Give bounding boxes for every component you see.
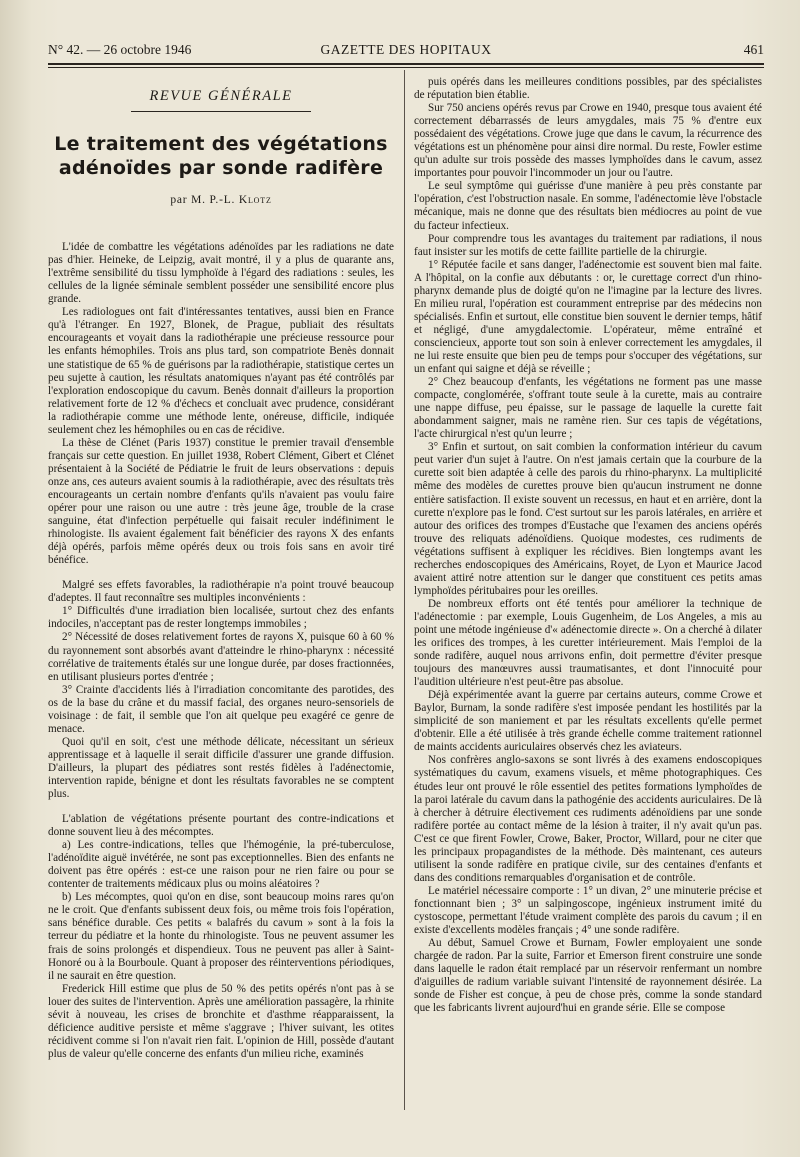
paragraph: Quoi qu'il en soit, c'est une méthode délicate, nécessitant un sérieux apprentissage et à laquelle il serait difficile d'assurer une grande diffusion. D'ailleurs, la plupart des pédiatres sont restés fidèles à l'adénectomie, intervention rapide, bénigne et dont les résultats favorables ne se comptent plus.: [48, 735, 394, 801]
paragraph: Nos confrères anglo-saxons se sont livrés à des examens endoscopiques systématiques du cavum, examens visuels, et même photographiques. Ces études leur ont prouvé le rôle essentiel des petites formations lymphoïdes de la paroi latérale du cavum dans la pathogénie des accidents auriculaires. De là à chercher à détruire électivement ces rudiments adénoïdiens par une sonde radifère portée au contact même de la lésion à traiter, il n'y avait qu'un pas. C'est ce que firent Fowler, Crowe, Baker, Proctor, Willard, pour ne citer que les principaux propagandistes de la méthode. Dès maintenant, ces auteurs utilisent la sonde radifère en pratique civile, sur des centaines d'enfants et dans des conditions remarquables d'organisation et de contrôle.: [414, 754, 762, 884]
paragraph: 3° Enfin et surtout, on sait combien la conformation intérieur du cavum peut varier d'un sujet à l'autre. On n'est jamais certain que la courbure de la curette soit bien adaptée à celle des parois du rhino-pharynx. La multiplicité même des modèles de curettes prouve bien qu'aucun instrument ne donne entière satisfaction. Il existe souvent un recessus, en haut et en arrière, dont la curette n'explore pas le fond. C'est surtout sur les parois latérales, en arrière et autour des orifices des trompes d'Eustache que l'examen des anciens opérés trouve des reliquats adénoïdiens. Quoique modestes, ces rudiments de végétations suffisent à expliquer les récidives. Bien longtemps avant les recherches endoscopiques des Américains, Royet, de Lyon et Maurice Jacod avaient attiré notre attention sur le danger que constituent ces petits amas lymphoïdes péritubaires pour les oreilles.: [414, 441, 762, 597]
paragraph: Le seul symptôme qui guérisse d'une manière à peu près constante par l'opération, c'est l'obstruction nasale. En somme, l'adénectomie lève l'obstacle mécanique, mais ne donne que des résultats bien médiocres au point de vue du facteur infectieux.: [414, 180, 762, 232]
section-title: REVUE GÉNÉRALE: [149, 88, 293, 104]
paragraph: De nombreux efforts ont été tentés pour améliorer la technique de l'adénectomie : par exemple, Louis Gugenheim, de Los Angeles, a mis au point une métode ingénieuse d'« adénectomie directe ». On a cherché à dilater les orifices des trompes, à les curetter intérieurement. Mais l'emploi de la sonde radifère, auquel nous arrivons enfin, doit permettre d'éviter presque toujours des manœuvres aussi traumatisantes, et dont l'innocuité pour l'audition ultérieure n'est peut-être pas absolue.: [414, 597, 762, 689]
left-column: [48, 76, 394, 1061]
paragraph: 2° Chez beaucoup d'enfants, les végétations ne forment pas une masse compacte, conglomérée, s'offrant toute seule à la curette, mais au contraire une nappe diffuse, peu épaisse, sur le passage de laquelle la curette fait abondamment saigner, mais ne ramène rien. Sur ces tapis de végétations, l'acte chirurgical n'est qu'un leurre ;: [414, 376, 762, 441]
paragraph: Frederick Hill estime que plus de 50 % des petits opérés n'ont pas à se louer des suites de l'intervention. Après une amélioration passagère, la rhinite sévit à nouveau, les crises de bronchite et d'asthme réapparaissent, la déficience auditive persiste et même s'aggrave ; l'hiver suivant, les otites récidivent comme si l'on n'avait rien fait. L'opinion de Hill, possède d'autant plus de valeur qu'elle concerne des enfants d'un milieu riche, examinés: [48, 982, 394, 1060]
paragraph: a) Les contre-indications, telles que l'hémogénie, la pré-tuberculose, l'adénoïdite aiguë invétérée, ne sont pas exceptionnelles. Bien des enfants ne doivent pas être opérés : est-ce une raison pour ne rien faire ou pour se contenter de traitements médicaux plus ou moins aléatoires ?: [48, 839, 394, 891]
paragraph: 3° Crainte d'accidents liés à l'irradiation concomitante des parotides, des os de la base du crâne et du massif facial, des organes neuro-sensoriels de voisinage : de fait, il semble que l'on ait quelque peu exagéré ce genre de menace.: [48, 683, 394, 735]
article-author: [48, 194, 394, 207]
paragraph: Sur 750 anciens opérés revus par Crowe en 1940, presque tous avaient été correctement débarrassés de leurs amygdales, mais 75 % d'entre eux possédaient des végétations. Crowe juge que dans le cavum, la récurrence des végétations est un phénomène pour ainsi dire normal. Du reste, Fowler estime qu'un adulte sur trois possède des masses lymphoïdes dans le cavum, assez importantes pour pouvoir l'incommoder un jour ou l'autre.: [414, 102, 762, 180]
paragraph: puis opérés dans les meilleures conditions possibles, par des spécialistes de réputation bien établie.: [414, 76, 762, 102]
section-rule: [131, 111, 311, 112]
paragraph: Malgré ses effets favorables, la radiothérapie n'a point trouvé beaucoup d'adeptes. Il faut reconnaître ses multiples inconvénients :: [48, 579, 394, 605]
paragraph: L'ablation de végétations présente pourtant des contre-indications et donne souvent lieu à des mécomptes.: [48, 813, 394, 839]
header-rule-thin: [48, 67, 764, 68]
paragraph: La thèse de Clénet (Paris 1937) constitue le premier travail d'ensemble français sur cette question. En juillet 1938, Robert Clément, Gibert et Clénet présentaient à la Société de Pédiatrie le fruit de leurs observations : depuis onze ans, ces auteurs avaient soumis à la radiothérapie, avec des résultats très encourageants un certain nombre d'enfants qu'ils n'avaient pas voulu faire opérer pour une raison ou une autre : très jeune âge, trouble de la crase sanguine, état d'infection perpétuelle qui faisait reculer indéfiniment le rhinologiste. Ils avaient également fait bénéficier des rayons X des enfants déjà opérés, parfois même opérés deux ou trois fois sans en avoir tiré bénéfice.: [48, 436, 394, 567]
paragraph: 1° Difficultés d'une irradiation bien localisée, surtout chez des enfants indociles, n'acceptant pas de rester longtemps immobiles ;: [48, 605, 394, 631]
paragraph: Le matériel nécessaire comporte : 1° un divan, 2° une minuterie précise et fonctionnant bien ; 3° un salpingoscope, ingénieux instrument imité du cystoscope, permettant l'étude vraiment complète des parois du cavum ; il en existe d'excellents modèles français ; 4° une sonde radifère.: [414, 884, 762, 937]
author-name: Klotz: [238, 194, 272, 207]
header-rule: [48, 63, 764, 65]
paragraph: Au début, Samuel Crowe et Burnam, Fowler employaient une sonde chargée de radon. Par la suite, Farrior et Emerson firent construire une sonde dans laquelle le radon était remplacé par un réservoir renfermant un nombre d'aiguilles de radium variable suivant l'intensité de rayonnement désirée. La sonde de Fisher est conçue, à peu de chose près, comme la sonde standard que les fabricants livrent aujourd'hui en grande série. Elle se compose: [414, 937, 762, 1015]
page-number: 461: [743, 42, 764, 57]
issue-date: N° 42. — 26 octobre 1946: [48, 42, 192, 57]
page-header: [48, 38, 764, 62]
paragraph: 1° Réputée facile et sans danger, l'adénectomie est souvent bien mal faite. A l'hôpital, on la confie aux débutants : or, le curettage correct d'un rhino-pharynx demande plus de doigté qu'on ne l'imagine par la lecture des livres. En milieu rural, l'opération est couramment entreprise par des médecins non spécialisés. Enfin et surtout, elle constitue bien souvent le dernier temps, hâtif et négligé, d'une amygdalectomie. L'opérateur, même entraîné et consciencieux, apporte tout son soin à enlever correctement les amygdales, il ne lui reste ensuite que bien peu de temps pour s'occuper des végétations, sur un enfant qui saigne et déjà se réveille ;: [414, 258, 762, 376]
column-divider: [404, 70, 405, 1110]
author-prefix: par M. P.-L.: [170, 194, 236, 207]
right-column: [414, 76, 762, 1015]
paragraph: Déjà expérimentée avant la guerre par certains auteurs, comme Crowe et Baylor, Burnam, la sonde radifère s'est imposée pendant les hostilités par la simplicité de son maniement et par les résultats excellents qu'elle permet d'obtenir. Elle a été utilisée à très grande échelle comme traitement rationnel de maints accidents auriculaires observés chez les aviateurs.: [414, 689, 762, 754]
paragraph: Les radiologues ont fait d'intéressantes tentatives, aussi bien en France qu'à l'étranger. En 1927, Blonek, de Prague, publiait des résultats encourageants et voyait dans la radiothérapie une précieuse ressource pour les enfants hémophiles. Trois ans plus tard, son compatriote Benès donnait une statistique de 65 % de guérisons par la radiothérapie, statistique certes un peu sujette à caution, les résultats anatomiques n'ayant pas été contrôlés par l'exploration endoscopique du cavum. Benès donnait d'ailleurs la proportion relativement forte de 12 % d'échecs et concluait avec prudence, considérant la radiothérapie comme une méthode lente, onéreuse, difficile, indiquée seulement chez les hémophiles ou en cas de récidive.: [48, 306, 394, 436]
article-title: Le traitement des végétations adénoïdes par sonde radifère: [54, 133, 388, 180]
paragraph: 2° Nécessité de doses relativement fortes de rayons X, puisque 60 à 60 % du rayonnement sont absorbés avant d'atteindre le rhino-pharynx : nécessité corrélative de traitements étalés sur une longue durée, par doses fractionnées, en utilisant plusieurs portes d'entrée ;: [48, 631, 394, 683]
paragraph: b) Les mécomptes, quoi qu'on en dise, sont beaucoup moins rares qu'on ne le croit. Que d'enfants subissent deux fois, ou même trois fois l'opération, sans bénéfice durable. Ces petits « balafrés du cavum » sont à la fois la terreur du pédiatre et la honte du rhinologiste. Tous ne peuvent assumer les frais de soins prolongés et dispendieux. Tous ne peuvent pas aller à Saint-Honoré ou à la Bourboule. Quant à proposer des réinterventions périodiques, il ne saurait en être question.: [48, 891, 394, 982]
journal-name: GAZETTE DES HOPITAUX: [320, 42, 492, 57]
paragraph: Pour comprendre tous les avantages du traitement par radiations, il nous faut insister sur les motifs de cette faillite partielle de la chirurgie.: [414, 232, 762, 258]
paragraph: L'idée de combattre les végétations adénoïdes par les radiations ne date pas d'hier. Heineke, de Leipzig, avait montré, il y a plus de quarante ans, l'extrême sensibilité du tissu lymphoïde à l'égard des radiations : seules, les cellules de la lignée séminale semblent posséder une sensibilité encore plus grande.: [48, 241, 394, 306]
